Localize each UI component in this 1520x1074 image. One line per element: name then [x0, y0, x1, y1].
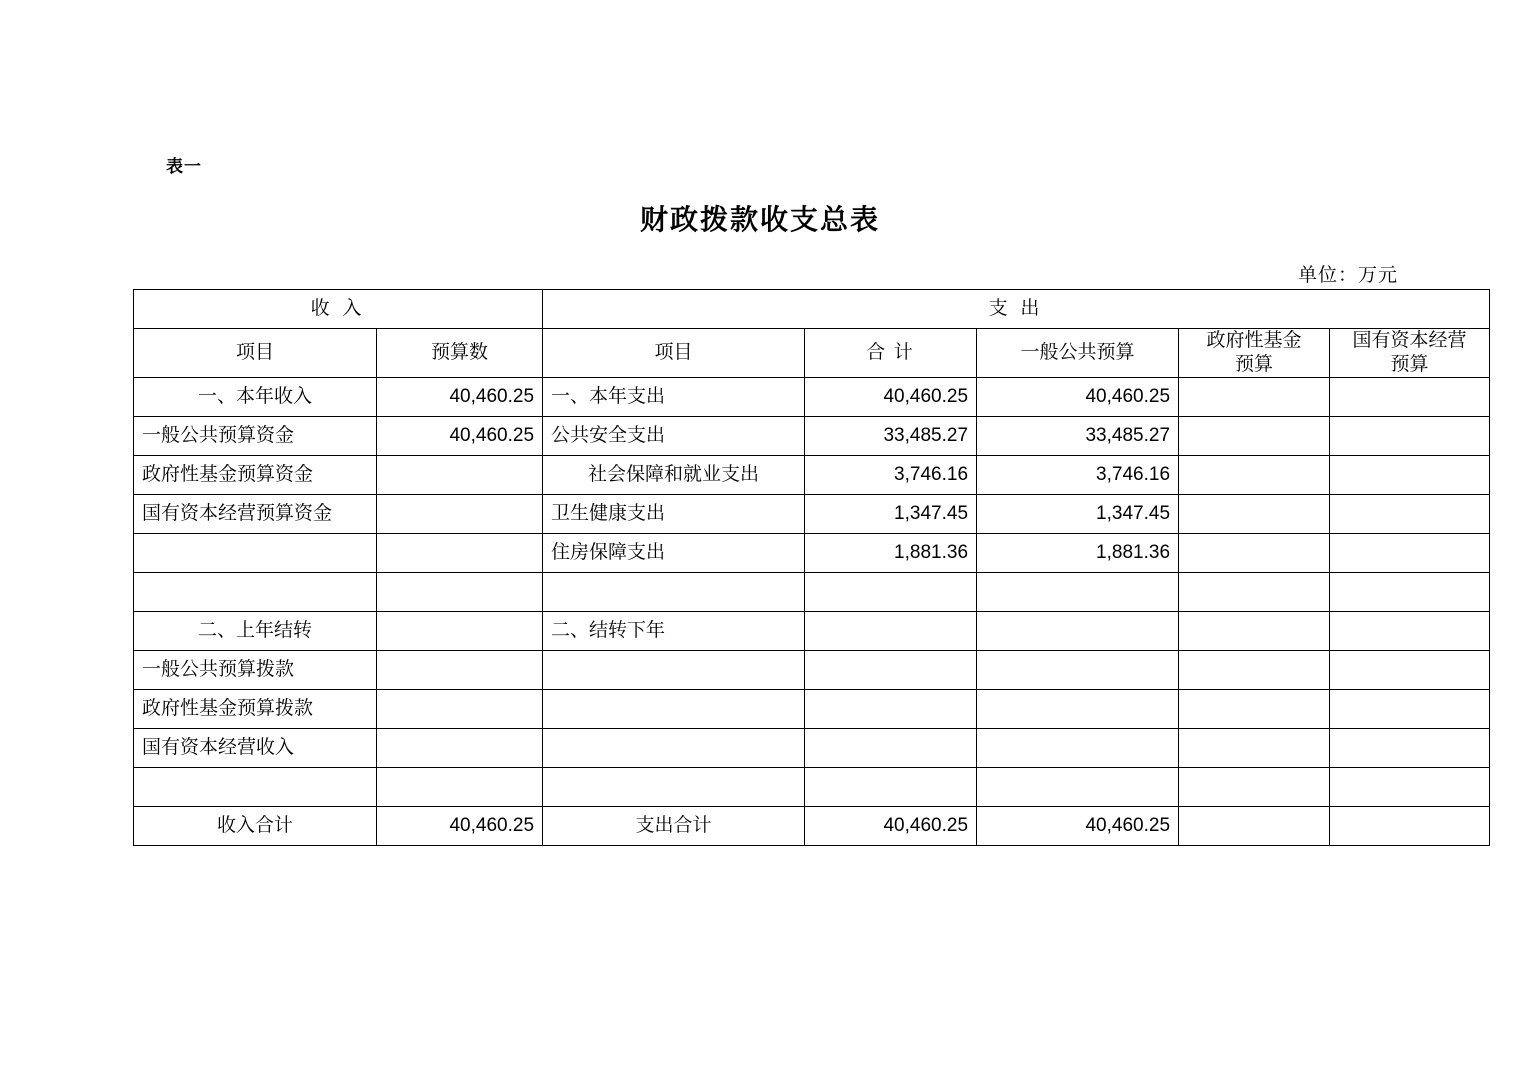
cell-exp-total [805, 611, 977, 650]
cell-exp-fund [1179, 533, 1330, 572]
fiscal-appropriation-table [133, 289, 1490, 846]
cell-income-item: 国有资本经营收入 [134, 728, 377, 767]
col-header-exp-fund-line1: 政府性基金 [1206, 330, 1302, 351]
cell-exp-total: 40,460.25 [805, 377, 977, 416]
cell-exp-item: 二、结转下年 [543, 611, 805, 650]
table-row [134, 494, 1490, 533]
table-row [134, 533, 1490, 572]
cell-exp-fund [1179, 416, 1330, 455]
cell-exp-fund [1179, 767, 1330, 806]
col-header-income-item: 项目 [134, 329, 377, 378]
col-header-exp-total: 合 计 [805, 329, 977, 378]
cell-exp-item: 支出合计 [543, 806, 805, 845]
cell-exp-general: 40,460.25 [977, 377, 1179, 416]
cell-exp-item [543, 728, 805, 767]
cell-exp-capital [1330, 767, 1490, 806]
cell-income-budget [377, 494, 543, 533]
cell-exp-fund [1179, 806, 1330, 845]
col-header-exp-capital [1330, 329, 1490, 378]
cell-exp-general: 33,485.27 [977, 416, 1179, 455]
cell-income-budget [377, 650, 543, 689]
cell-income-item [134, 767, 377, 806]
cell-exp-general [977, 572, 1179, 611]
cell-exp-general [977, 611, 1179, 650]
cell-exp-total: 40,460.25 [805, 806, 977, 845]
cell-income-budget [377, 533, 543, 572]
cell-income-budget [377, 611, 543, 650]
cell-income-budget [377, 767, 543, 806]
cell-exp-capital [1330, 533, 1490, 572]
cell-exp-fund [1179, 494, 1330, 533]
cell-exp-general: 1,347.45 [977, 494, 1179, 533]
cell-exp-total [805, 728, 977, 767]
cell-exp-general [977, 728, 1179, 767]
cell-income-budget [377, 689, 543, 728]
cell-income-item: 二、上年结转 [134, 611, 377, 650]
cell-exp-capital [1330, 416, 1490, 455]
cell-exp-general [977, 689, 1179, 728]
cell-exp-item: 公共安全支出 [543, 416, 805, 455]
cell-exp-general: 40,460.25 [977, 806, 1179, 845]
cell-income-item: 一、本年收入 [134, 377, 377, 416]
cell-exp-capital [1330, 611, 1490, 650]
cell-income-item: 国有资本经营预算资金 [134, 494, 377, 533]
table-group-header-row [134, 290, 1490, 329]
cell-exp-item [543, 572, 805, 611]
col-header-exp-fund [1179, 329, 1330, 378]
cell-exp-fund [1179, 689, 1330, 728]
cell-exp-item [543, 650, 805, 689]
cell-exp-capital [1330, 806, 1490, 845]
table-column-header-row [134, 329, 1490, 378]
unit-note: 单位：万元 [1297, 265, 1398, 286]
cell-income-item [134, 533, 377, 572]
cell-exp-item: 卫生健康支出 [543, 494, 805, 533]
cell-exp-fund [1179, 572, 1330, 611]
cell-exp-capital [1330, 494, 1490, 533]
cell-income-budget: 40,460.25 [377, 416, 543, 455]
col-header-exp-general: 一般公共预算 [977, 329, 1179, 378]
cell-exp-total [805, 689, 977, 728]
cell-exp-item: 住房保障支出 [543, 533, 805, 572]
cell-exp-total [805, 650, 977, 689]
sheet-label: 表一 [166, 157, 202, 176]
table-row [134, 806, 1490, 845]
cell-exp-total [805, 767, 977, 806]
cell-exp-item: 社会保障和就业支出 [543, 455, 805, 494]
table-row [134, 767, 1490, 806]
cell-exp-capital [1330, 377, 1490, 416]
cell-exp-total: 33,485.27 [805, 416, 977, 455]
cell-exp-general [977, 767, 1179, 806]
cell-exp-general: 3,746.16 [977, 455, 1179, 494]
cell-exp-item [543, 689, 805, 728]
cell-exp-total [805, 572, 977, 611]
cell-exp-item [543, 767, 805, 806]
col-header-exp-capital-line2: 预算 [1390, 353, 1429, 375]
cell-exp-item: 一、本年支出 [543, 377, 805, 416]
col-header-exp-capital-line1: 国有资本经营 [1352, 330, 1467, 351]
cell-income-budget [377, 455, 543, 494]
group-header-income: 收 入 [134, 290, 543, 329]
cell-exp-fund [1179, 377, 1330, 416]
table-row [134, 611, 1490, 650]
cell-exp-capital [1330, 455, 1490, 494]
cell-exp-general [977, 650, 1179, 689]
cell-exp-general: 1,881.36 [977, 533, 1179, 572]
cell-income-item: 收入合计 [134, 806, 377, 845]
cell-income-budget [377, 728, 543, 767]
table-row [134, 728, 1490, 767]
group-header-expenditure: 支 出 [543, 290, 1490, 329]
cell-exp-fund [1179, 650, 1330, 689]
cell-exp-capital [1330, 650, 1490, 689]
cell-exp-total: 1,347.45 [805, 494, 977, 533]
table-row [134, 572, 1490, 611]
table-row [134, 650, 1490, 689]
cell-exp-capital [1330, 689, 1490, 728]
cell-exp-fund [1179, 611, 1330, 650]
col-header-exp-item: 项目 [543, 329, 805, 378]
table-row [134, 455, 1490, 494]
cell-income-budget: 40,460.25 [377, 377, 543, 416]
cell-income-budget [377, 572, 543, 611]
cell-income-budget: 40,460.25 [377, 806, 543, 845]
cell-exp-total: 3,746.16 [805, 455, 977, 494]
cell-income-item: 一般公共预算资金 [134, 416, 377, 455]
col-header-exp-fund-line2: 预算 [1235, 353, 1274, 375]
cell-exp-total: 1,881.36 [805, 533, 977, 572]
table-row [134, 416, 1490, 455]
table-row [134, 377, 1490, 416]
page-title: 财政拨款收支总表 [639, 204, 880, 235]
col-header-income-budget: 预算数 [377, 329, 543, 378]
cell-exp-fund [1179, 455, 1330, 494]
cell-income-item: 政府性基金预算拨款 [134, 689, 377, 728]
cell-exp-capital [1330, 728, 1490, 767]
cell-income-item [134, 572, 377, 611]
cell-exp-capital [1330, 572, 1490, 611]
cell-income-item: 一般公共预算拨款 [134, 650, 377, 689]
table-row [134, 689, 1490, 728]
cell-income-item: 政府性基金预算资金 [134, 455, 377, 494]
cell-exp-fund [1179, 728, 1330, 767]
